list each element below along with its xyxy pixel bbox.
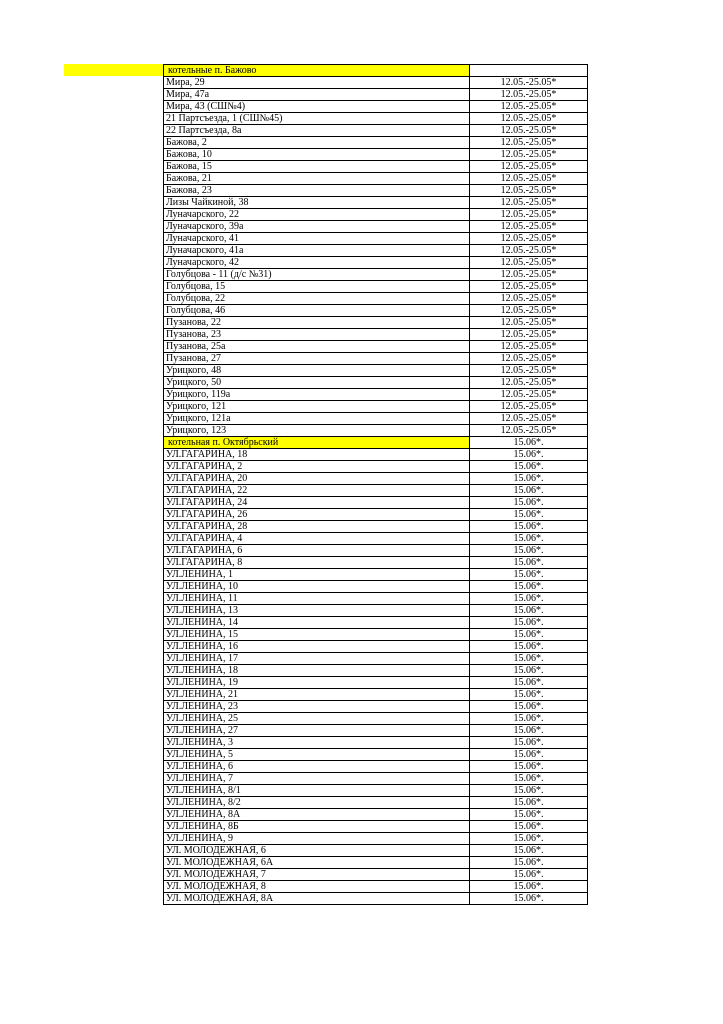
table-row <box>164 509 588 521</box>
address-cell: УЛ.ЛЕНИНА, 7 <box>164 773 470 785</box>
date-range-cell: 15.06*. <box>470 545 588 557</box>
address-cell: Пузанова, 25а <box>164 341 470 353</box>
date-range-cell: 12.05.-25.05* <box>470 353 588 365</box>
section-title-cell <box>164 437 470 449</box>
table-row <box>164 161 588 173</box>
table-row <box>164 305 588 317</box>
table-row <box>164 281 588 293</box>
address-cell: Луначарского, 42 <box>164 257 470 269</box>
date-range-cell: 15.06*. <box>470 641 588 653</box>
address-cell: Луначарского, 41 <box>164 233 470 245</box>
table-row <box>164 485 588 497</box>
address-cell: УЛ.ГАГАРИНА, 26 <box>164 509 470 521</box>
table-row <box>164 257 588 269</box>
section-date-cell <box>470 65 588 77</box>
table-row <box>164 689 588 701</box>
address-cell: УЛ.ЛЕНИНА, 16 <box>164 641 470 653</box>
date-range-cell: 12.05.-25.05* <box>470 209 588 221</box>
address-cell: Пузанова, 22 <box>164 317 470 329</box>
table-row <box>164 497 588 509</box>
table-row <box>164 521 588 533</box>
table-row <box>164 809 588 821</box>
address-cell: УЛ.ЛЕНИНА, 17 <box>164 653 470 665</box>
date-range-cell: 12.05.-25.05* <box>470 161 588 173</box>
address-cell: Луначарского, 22 <box>164 209 470 221</box>
address-cell: Урицкого, 121а <box>164 413 470 425</box>
table-row <box>164 713 588 725</box>
address-cell: УЛ.ЛЕНИНА, 27 <box>164 725 470 737</box>
date-range-cell: 12.05.-25.05* <box>470 365 588 377</box>
date-range-cell: 12.05.-25.05* <box>470 413 588 425</box>
address-cell: УЛ.ЛЕНИНА, 23 <box>164 701 470 713</box>
table-row <box>164 797 588 809</box>
date-range-cell: 15.06*. <box>470 521 588 533</box>
table-row <box>164 545 588 557</box>
table-row <box>164 893 588 905</box>
table-row <box>164 617 588 629</box>
table-row <box>164 749 588 761</box>
address-cell: УЛ.ЛЕНИНА, 9 <box>164 833 470 845</box>
address-cell: УЛ.ГАГАРИНА, 22 <box>164 485 470 497</box>
date-range-cell: 15.06*. <box>470 821 588 833</box>
address-cell: УЛ.ЛЕНИНА, 5 <box>164 749 470 761</box>
address-cell: УЛ.ГАГАРИНА, 6 <box>164 545 470 557</box>
address-cell: УЛ.ГАГАРИНА, 28 <box>164 521 470 533</box>
date-range-cell: 15.06*. <box>470 737 588 749</box>
section-title: котельная п. Октябрьский <box>168 437 279 448</box>
table-row <box>164 101 588 113</box>
date-range-cell: 15.06*. <box>470 557 588 569</box>
table-row <box>164 317 588 329</box>
address-cell: УЛ. МОЛОДЕЖНАЯ, 6А <box>164 857 470 869</box>
table-row <box>164 149 588 161</box>
table-row <box>164 113 588 125</box>
schedule-table-body <box>164 65 588 905</box>
address-cell: Бажова, 23 <box>164 185 470 197</box>
address-cell: Бажова, 10 <box>164 149 470 161</box>
address-cell: Лизы Чайкиной, 38 <box>164 197 470 209</box>
table-row <box>164 401 588 413</box>
date-range-cell: 15.06*. <box>470 677 588 689</box>
address-cell: УЛ.ГАГАРИНА, 2 <box>164 461 470 473</box>
address-cell: УЛ.ГАГАРИНА, 8 <box>164 557 470 569</box>
address-cell: Бажова, 21 <box>164 173 470 185</box>
table-row <box>164 869 588 881</box>
date-range-cell: 12.05.-25.05* <box>470 137 588 149</box>
section-header-row <box>164 437 588 449</box>
address-cell: УЛ.ЛЕНИНА, 21 <box>164 689 470 701</box>
date-range-cell: 12.05.-25.05* <box>470 281 588 293</box>
address-cell: Мира, 43 (СШ№4) <box>164 101 470 113</box>
section-title: котельные п. Бажово <box>168 65 257 76</box>
date-range-cell: 12.05.-25.05* <box>470 221 588 233</box>
address-cell: УЛ. МОЛОДЕЖНАЯ, 6 <box>164 845 470 857</box>
date-range-cell: 15.06*. <box>470 725 588 737</box>
date-range-cell: 12.05.-25.05* <box>470 233 588 245</box>
address-cell: Голубцова, 22 <box>164 293 470 305</box>
date-range-cell: 15.06*. <box>470 449 588 461</box>
date-range-cell: 12.05.-25.05* <box>470 185 588 197</box>
address-cell: УЛ.ЛЕНИНА, 8/1 <box>164 785 470 797</box>
table-row <box>164 881 588 893</box>
table-row <box>164 269 588 281</box>
address-cell: УЛ.ЛЕНИНА, 10 <box>164 581 470 593</box>
table-row <box>164 341 588 353</box>
address-cell: УЛ.ГАГАРИНА, 4 <box>164 533 470 545</box>
table-row <box>164 833 588 845</box>
date-range-cell: 15.06*. <box>470 485 588 497</box>
table-row <box>164 677 588 689</box>
date-range-cell: 15.06*. <box>470 833 588 845</box>
address-cell: УЛ. МОЛОДЕЖНАЯ, 7 <box>164 869 470 881</box>
address-cell: УЛ.ЛЕНИНА, 18 <box>164 665 470 677</box>
date-range-cell: 12.05.-25.05* <box>470 329 588 341</box>
table-row <box>164 449 588 461</box>
date-range-cell: 15.06*. <box>470 605 588 617</box>
address-cell: Луначарского, 39а <box>164 221 470 233</box>
table-row <box>164 557 588 569</box>
date-range-cell: 15.06*. <box>470 881 588 893</box>
date-range-cell: 12.05.-25.05* <box>470 305 588 317</box>
table-row <box>164 389 588 401</box>
table-row <box>164 773 588 785</box>
date-range-cell: 12.05.-25.05* <box>470 101 588 113</box>
address-cell: Урицкого, 121 <box>164 401 470 413</box>
date-range-cell: 15.06*. <box>470 497 588 509</box>
table-row <box>164 725 588 737</box>
address-cell: УЛ.ЛЕНИНА, 3 <box>164 737 470 749</box>
table-row <box>164 581 588 593</box>
date-range-cell: 12.05.-25.05* <box>470 425 588 437</box>
table-row <box>164 425 588 437</box>
table-row <box>164 209 588 221</box>
table-row <box>164 89 588 101</box>
table-row <box>164 173 588 185</box>
date-range-cell: 12.05.-25.05* <box>470 197 588 209</box>
date-range-cell: 15.06*. <box>470 461 588 473</box>
date-range-cell: 15.06*. <box>470 617 588 629</box>
date-range-cell: 15.06*. <box>470 857 588 869</box>
address-cell: Урицкого, 119а <box>164 389 470 401</box>
table-row <box>164 473 588 485</box>
address-cell: УЛ.ЛЕНИНА, 6 <box>164 761 470 773</box>
table-row <box>164 665 588 677</box>
table-row <box>164 821 588 833</box>
date-range-cell: 12.05.-25.05* <box>470 149 588 161</box>
table-row <box>164 461 588 473</box>
address-cell: УЛ.ГАГАРИНА, 18 <box>164 449 470 461</box>
address-cell: УЛ.ГАГАРИНА, 24 <box>164 497 470 509</box>
address-cell: Урицкого, 50 <box>164 377 470 389</box>
table-row <box>164 377 588 389</box>
date-range-cell: 12.05.-25.05* <box>470 113 588 125</box>
table-row <box>164 329 588 341</box>
table-row <box>164 185 588 197</box>
address-cell: УЛ.ГАГАРИНА, 20 <box>164 473 470 485</box>
date-range-cell: 15.06*. <box>470 701 588 713</box>
date-range-cell: 15.06*. <box>470 533 588 545</box>
date-range-cell: 15.06*. <box>470 893 588 905</box>
address-cell: Урицкого, 48 <box>164 365 470 377</box>
date-range-cell: 15.06*. <box>470 761 588 773</box>
address-cell: УЛ.ЛЕНИНА, 8/2 <box>164 797 470 809</box>
date-range-cell: 15.06*. <box>470 869 588 881</box>
table-row <box>164 413 588 425</box>
address-cell: УЛ.ЛЕНИНА, 13 <box>164 605 470 617</box>
table-row <box>164 125 588 137</box>
table-row <box>164 653 588 665</box>
table-row <box>164 641 588 653</box>
table-row <box>164 533 588 545</box>
table-row <box>164 737 588 749</box>
address-cell: УЛ.ЛЕНИНА, 14 <box>164 617 470 629</box>
table-row <box>164 293 588 305</box>
table-row <box>164 761 588 773</box>
date-range-cell: 12.05.-25.05* <box>470 293 588 305</box>
date-range-cell: 15.06*. <box>470 593 588 605</box>
date-range-cell: 12.05.-25.05* <box>470 173 588 185</box>
date-range-cell: 15.06*. <box>470 653 588 665</box>
date-range-cell: 12.05.-25.05* <box>470 125 588 137</box>
schedule-table <box>163 64 588 905</box>
address-cell: Луначарского, 41а <box>164 245 470 257</box>
address-cell: УЛ.ЛЕНИНА, 11 <box>164 593 470 605</box>
date-range-cell: 12.05.-25.05* <box>470 245 588 257</box>
date-range-cell: 12.05.-25.05* <box>470 401 588 413</box>
date-range-cell: 12.05.-25.05* <box>470 269 588 281</box>
date-range-cell: 15.06*. <box>470 785 588 797</box>
address-cell: Урицкого, 123 <box>164 425 470 437</box>
date-range-cell: 15.06*. <box>470 473 588 485</box>
table-row <box>164 857 588 869</box>
table-row <box>164 629 588 641</box>
table-row <box>164 365 588 377</box>
table-row <box>164 197 588 209</box>
address-cell: УЛ. МОЛОДЕЖНАЯ, 8А <box>164 893 470 905</box>
address-cell: УЛ. МОЛОДЕЖНАЯ, 8 <box>164 881 470 893</box>
section-header-row <box>164 65 588 77</box>
date-range-cell: 12.05.-25.05* <box>470 389 588 401</box>
address-cell: Мира, 47а <box>164 89 470 101</box>
address-cell: Голубцова - 11 (д/с №31) <box>164 269 470 281</box>
table-row <box>164 569 588 581</box>
table-row <box>164 593 588 605</box>
section-title-cell <box>164 65 470 77</box>
date-range-cell: 15.06*. <box>470 773 588 785</box>
address-cell: УЛ.ЛЕНИНА, 15 <box>164 629 470 641</box>
table-row <box>164 77 588 89</box>
table-row <box>164 353 588 365</box>
table-row <box>164 605 588 617</box>
table-row <box>164 221 588 233</box>
address-cell: УЛ.ЛЕНИНА, 25 <box>164 713 470 725</box>
date-range-cell: 15.06*. <box>470 845 588 857</box>
address-cell: Бажова, 15 <box>164 161 470 173</box>
date-range-cell: 15.06*. <box>470 665 588 677</box>
table-row <box>164 845 588 857</box>
date-range-cell: 15.06*. <box>470 713 588 725</box>
table-row <box>164 233 588 245</box>
date-range-cell: 15.06*. <box>470 509 588 521</box>
address-cell: УЛ.ЛЕНИНА, 8А <box>164 809 470 821</box>
date-range-cell: 12.05.-25.05* <box>470 341 588 353</box>
address-cell: 21 Партсъезда, 1 (СШ№45) <box>164 113 470 125</box>
date-range-cell: 12.05.-25.05* <box>470 257 588 269</box>
address-cell: 22 Партсъезда, 8а <box>164 125 470 137</box>
table-row <box>164 785 588 797</box>
address-cell: УЛ.ЛЕНИНА, 19 <box>164 677 470 689</box>
section-date-cell: 15.06*. <box>470 437 588 449</box>
address-cell: УЛ.ЛЕНИНА, 8Б <box>164 821 470 833</box>
date-range-cell: 15.06*. <box>470 569 588 581</box>
table-row <box>164 137 588 149</box>
table-row <box>164 701 588 713</box>
date-range-cell: 15.06*. <box>470 797 588 809</box>
address-cell: Голубцова, 15 <box>164 281 470 293</box>
address-cell: Пузанова, 23 <box>164 329 470 341</box>
date-range-cell: 12.05.-25.05* <box>470 377 588 389</box>
date-range-cell: 15.06*. <box>470 629 588 641</box>
date-range-cell: 12.05.-25.05* <box>470 89 588 101</box>
table-row <box>164 245 588 257</box>
date-range-cell: 15.06*. <box>470 581 588 593</box>
date-range-cell: 12.05.-25.05* <box>470 77 588 89</box>
address-cell: УЛ.ЛЕНИНА, 1 <box>164 569 470 581</box>
date-range-cell: 15.06*. <box>470 809 588 821</box>
highlight-marker <box>64 64 164 76</box>
date-range-cell: 12.05.-25.05* <box>470 317 588 329</box>
date-range-cell: 15.06*. <box>470 749 588 761</box>
date-range-cell: 15.06*. <box>470 689 588 701</box>
address-cell: Бажова, 2 <box>164 137 470 149</box>
address-cell: Голубцова, 46 <box>164 305 470 317</box>
address-cell: Мира, 29 <box>164 77 470 89</box>
address-cell: Пузанова, 27 <box>164 353 470 365</box>
